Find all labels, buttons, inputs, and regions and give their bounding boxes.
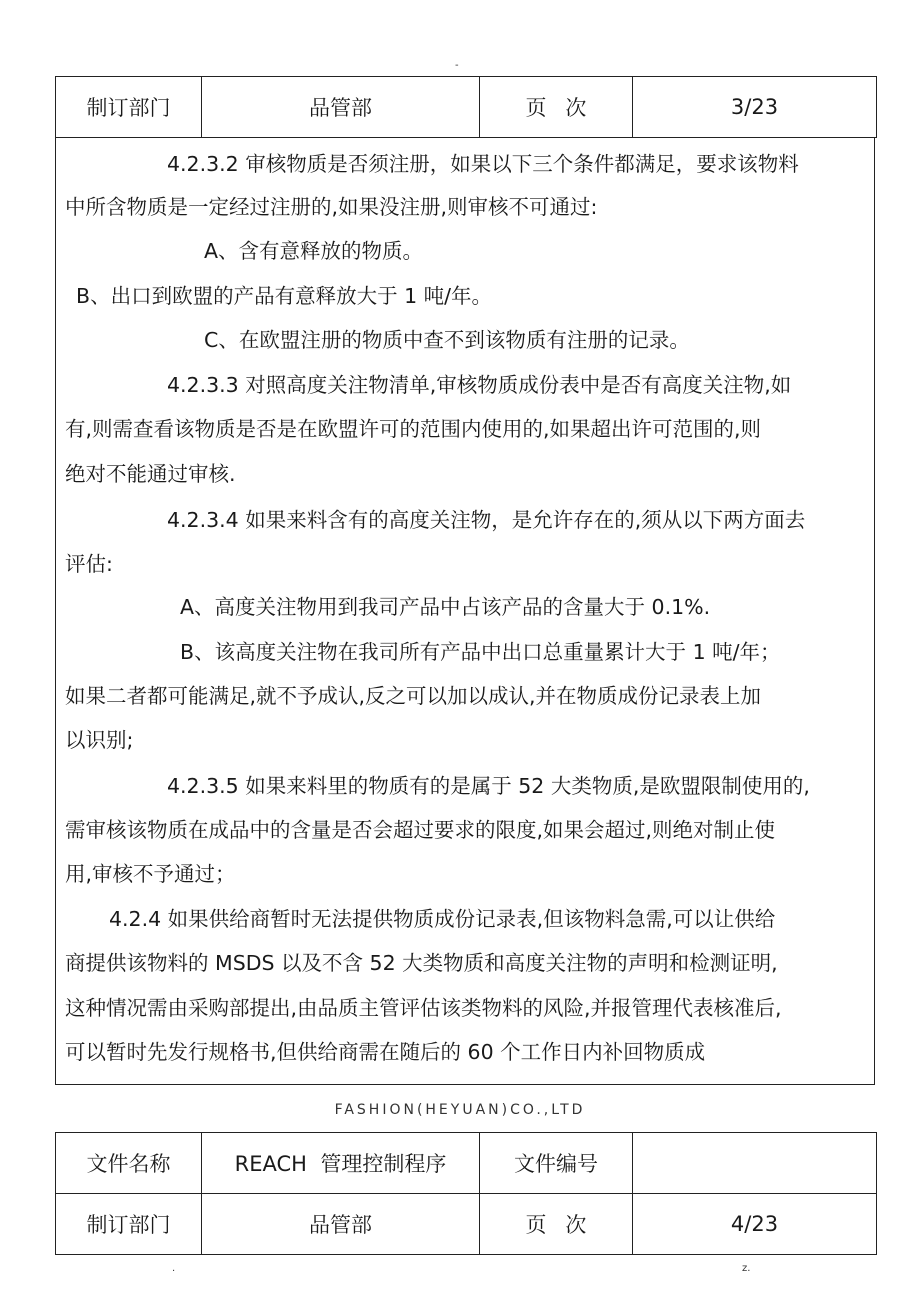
header-table-top: [55, 76, 877, 138]
body-line: B、出口到欧盟的产品有意释放大于 1 吨/年。: [76, 284, 493, 308]
dept-value: 品管部: [202, 77, 480, 138]
body-line: 4.2.3.4 如果来料含有的高度关注物，是允许存在的,须从以下两方面去: [167, 508, 806, 532]
body-line: C、在欧盟注册的物质中查不到该物质有注册的记录。: [204, 328, 690, 352]
body-line: A、高度关注物用到我司产品中占该产品的含量大于 0.1%.: [180, 595, 711, 619]
body-line: 绝对不能通过审核.: [65, 462, 236, 486]
body-line: 评估:: [65, 552, 113, 576]
dept-value: 品管部: [202, 1194, 480, 1255]
body-line: A、含有意释放的物质。: [204, 239, 424, 263]
page-value: 3/23: [633, 77, 877, 138]
body-line: 可以暂时先发行规格书,但供给商需在随后的 60 个工作日内补回物质成: [65, 1040, 706, 1064]
body-line: 中所含物质是一定经过注册的,如果没注册,则审核不可通过:: [65, 195, 598, 219]
body-line: 有,则需查看该物质是否是在欧盟许可的范围内使用的,如果超出许可范围的,则: [65, 417, 762, 441]
body-line: B、该高度关注物在我司所有产品中出口总重量累计大于 1 吨/年；: [180, 640, 781, 664]
top-mark: -: [455, 60, 459, 71]
content-box: [55, 137, 875, 1085]
body-line: 需审核该物质在成品中的含量是否会超过要求的限度,如果会超过,则绝对制止使: [65, 818, 776, 842]
dept-label: 制订部门: [56, 77, 202, 138]
body-line: 4.2.3.5 如果来料里的物质有的是属于 52 大类物质,是欧盟限制使用的,: [167, 774, 810, 798]
page-label: 页次: [480, 1194, 633, 1255]
body-line: 这种情况需由采购部提出,由品质主管评估该类物料的风险,并报管理代表核准后,: [65, 996, 782, 1020]
body-line: 4.2.4 如果供给商暂时无法提供物质成份记录表,但该物料急需,可以让供给: [109, 907, 776, 931]
dept-label: 制订部门: [56, 1194, 202, 1255]
body-line: 用,审核不予通过；: [65, 862, 236, 886]
bottom-right-mark: z.: [742, 1263, 751, 1274]
body-line: 商提供该物料的 MSDS 以及不含 52 大类物质和高度关注物的声明和检测证明,: [65, 951, 778, 975]
bottom-left-mark: .: [172, 1263, 176, 1274]
file-name-label: 文件名称: [56, 1133, 202, 1194]
footer-company: FASHION(HEYUAN)CO.,LTD: [334, 1102, 586, 1118]
header-table-bottom: [55, 1132, 877, 1255]
body-line: 4.2.3.2 审核物质是否须注册，如果以下三个条件都满足，要求该物料: [167, 152, 799, 176]
page-value: 4/23: [633, 1194, 877, 1255]
page-label: 页次: [480, 77, 633, 138]
file-name-value: REACH 管理控制程序: [202, 1133, 480, 1194]
body-line: 4.2.3.3 对照高度关注物清单,审核物质成份表中是否有高度关注物,如: [167, 373, 792, 397]
body-line: 以识别;: [65, 728, 134, 752]
file-no-value: [633, 1133, 877, 1194]
body-line: 如果二者都可能满足,就不予成认,反之可以加以成认,并在物质成份记录表上加: [65, 684, 762, 708]
file-no-label: 文件编号: [480, 1133, 633, 1194]
